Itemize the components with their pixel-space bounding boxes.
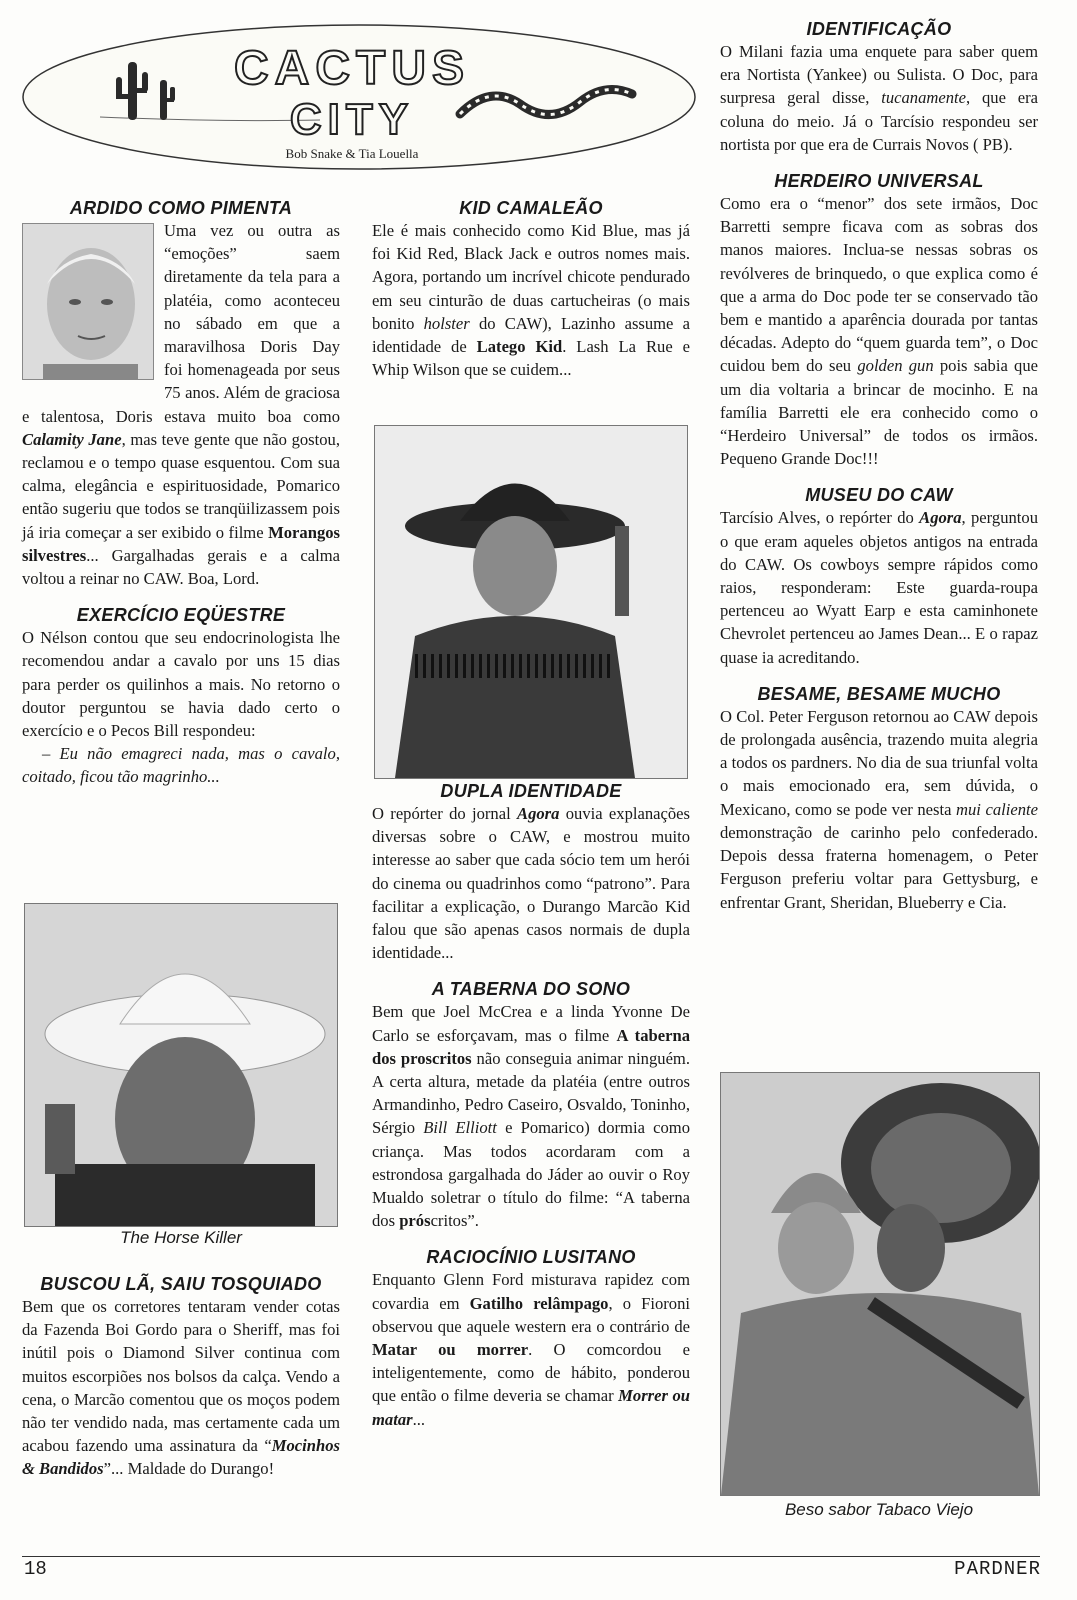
text-besame: O Col. Peter Ferguson retornou ao CAW depois de prolongada ausência, trazendo muita alegria a todos os pardners. No dia de sua triunfal volta o mais emocionado era, sem dúvida, o Mexicano, como se pode ver nesta mui caliente demonstração de carinho pelo confederado. Depois dessa fraterna homenagem, o Peter Ferguson preferiu voltar para Gettysburg, e enfrentar Grant, Sheridan, Blueberry e Cia. xyxy=(720,706,1038,912)
text-buscou: Bem que os corretores tentaram vender cotas da Fazenda Boi Gordo para o Sheriff, mas foi inútil pois o Diamond Silver continua com muitos escorpiões nos bolsos da calça. Vendo a cena, o Marcão comentou que os moços podem não ter vendido nada, mas certamente cada um acabou fazendo uma assinatura da “Mocinhos & Bandidos”... Maldade do Durango! xyxy=(22,1297,340,1479)
svg-text:CACTUS: CACTUS xyxy=(234,42,470,95)
text-ardido: Uma vez ou outra as “emoções” saem diretamente da tela para a platéia, como aconteceu no sábado em que a maravilhosa Doris Day foi homenageada por seus 75 anos. Além de graciosa e talentosa, Doris estava muito boa como Calamity Jane, mas teve gente que não gostou, reclamou e o tempo quase esquentou. Com sua calma, elegância e espirituosidade, Pomarico então sugeriu que todos se tranqüilizassem pois já iria começar a ser exibido o filme Morangos silvestres... Gargalhadas gerais e a calma voltou a reinar no CAW. Boa, Lord. xyxy=(22,221,340,589)
footer-rule xyxy=(22,1556,1040,1557)
headline-taberna: A TABERNA DO SONO xyxy=(431,979,631,1000)
text-museu: Tarcísio Alves, o repórter do Agora, perguntou o que eram aqueles objetos antigos na entrada do CAW. Os cowboys sempre rápidos como raios, responderam: Este guarda-roupa pertenceu ao Wyatt Earp e esta caminhonete Chevrolet pertenceu ao James Dean... E o rapaz quase ia acreditando. xyxy=(720,508,1038,667)
page-number: 18 xyxy=(24,1558,47,1580)
photo-beso xyxy=(720,1072,1040,1496)
headline-museu: MUSEU DO CAW xyxy=(805,485,953,506)
photo-horse-killer xyxy=(24,903,338,1227)
headline-dupla: DUPLA IDENTIDADE xyxy=(440,781,622,801)
text-herdeiro: Como era o “menor” dos sete irmãos, Doc Barretti sempre ficava com as sobras dos manos maiores. Inclua-se nessas sobras os revólveres de brinquedo, o que explica como é que a arma do Doc pode ter se conservado tão bem e mantido a aparência dourada por tantas décadas. Adepto do “quem guarda tem”, o Doc cuidou bem do seu golden gun pois sabia que um dia voltaria a brincar de mocinho. E na família Barretti ele era conhecido como o “Herdeiro Universal” de todos os irmãos. Pequeno Grande Doc!!! xyxy=(720,194,1039,469)
photo-elderly-man xyxy=(22,223,154,380)
headline-exercicio: EXERCÍCIO EQÜESTRE xyxy=(76,605,286,626)
caption-beso: Beso sabor Tabaco Viejo xyxy=(784,1500,974,1519)
text-taberna: Bem que Joel McCrea e a linda Yvonne De Carlo se esforçavam, mas o filme A taberna dos proscritos não conseguia animar ninguém. A certa altura, metade da platéia (entre outros Armandinho, Pedro Caseiro, Osvaldo, Toninho, Sérgio Bill Elliott e Pomarico) dormia como criança. Mas todos acordaram com a estrondosa gargalhada do Jáder ao ouvir o Roy Mualdo soletrar o título do filme: “A taberna dos próscritos”. xyxy=(372,1002,690,1231)
headline-identificacao: IDENTIFICAÇÃO xyxy=(806,19,952,39)
svg-text:CITY: CITY xyxy=(289,95,415,144)
cactus-city-logo xyxy=(20,22,698,172)
headline-herdeiro: HERDEIRO UNIVERSAL xyxy=(774,171,984,192)
quote-exercicio: – Eu não emagreci nada, mas o cavalo, coitado, ficou tão magrinho... xyxy=(22,744,340,787)
headline-buscou: BUSCOU LÃ, SAIU TOSQUIADO xyxy=(40,1274,322,1294)
headline-raciocinio: RACIOCÍNIO LUSITANO xyxy=(426,1247,636,1268)
headline-besame: BESAME, BESAME MUCHO xyxy=(757,683,1001,704)
headline-kid: KID CAMALEÃO xyxy=(459,198,603,218)
text-exercicio: O Nélson contou que seu endocrinologista lhe recomendou andar a cavalo por uns 15 dias para perder os quilinhos a mais. No retorno o doutor perguntou se havia dado certo o exercício e o Pecos Bill respondeu: xyxy=(22,628,340,741)
text-kid: Ele é mais conhecido como Kid Blue, mas já foi Kid Red, Black Jack e outros nomes mais. Agora, portando um incrível chicote pendurado em seu cinturão de duas cartucheiras (o mais bonito holster do CAW), Lazinho assume a identidade de Latego Kid. Lash La Rue e Whip Wilson que se cuidem... xyxy=(372,221,690,380)
svg-text:Bob Snake & Tia Louella: Bob Snake & Tia Louella xyxy=(285,146,419,161)
headline-ardido: ARDIDO COMO PIMENTA xyxy=(69,198,293,218)
text-dupla: O repórter do jornal Agora ouvia explanações diversas sobre o CAW, e mostrou muito interesse ao saber que cada sócio tem um herói do cinema ou quadrinhos como “patrono”. Para facilitar a explicação, o Durango Marcão Kid falou que são apenas casos normais de dupla identidade... xyxy=(372,804,690,963)
text-identificacao: O Milani fazia uma enquete para saber quem era Nortista (Yankee) ou Sulista. O Doc, para surpresa geral disse, tucanamente, que era coluna do meio. Já o Tarcísio respondeu ser nortista por que era de Currais Novos ( PB). xyxy=(720,42,1038,154)
magazine-name: PARDNER xyxy=(954,1558,1041,1580)
text-raciocinio: Enquanto Glenn Ford misturava rapidez com covardia em Gatilho relâmpago, o Fioroni observou que aquele western era o contrário de Matar ou morrer. O comcordou e inteligentemente, como de hábito, ponderou que então o filme deveria se chamar Morrer ou matar... xyxy=(372,1270,691,1429)
photo-kid-camaleao xyxy=(374,425,688,779)
caption-horse-killer: The Horse Killer xyxy=(120,1228,242,1247)
